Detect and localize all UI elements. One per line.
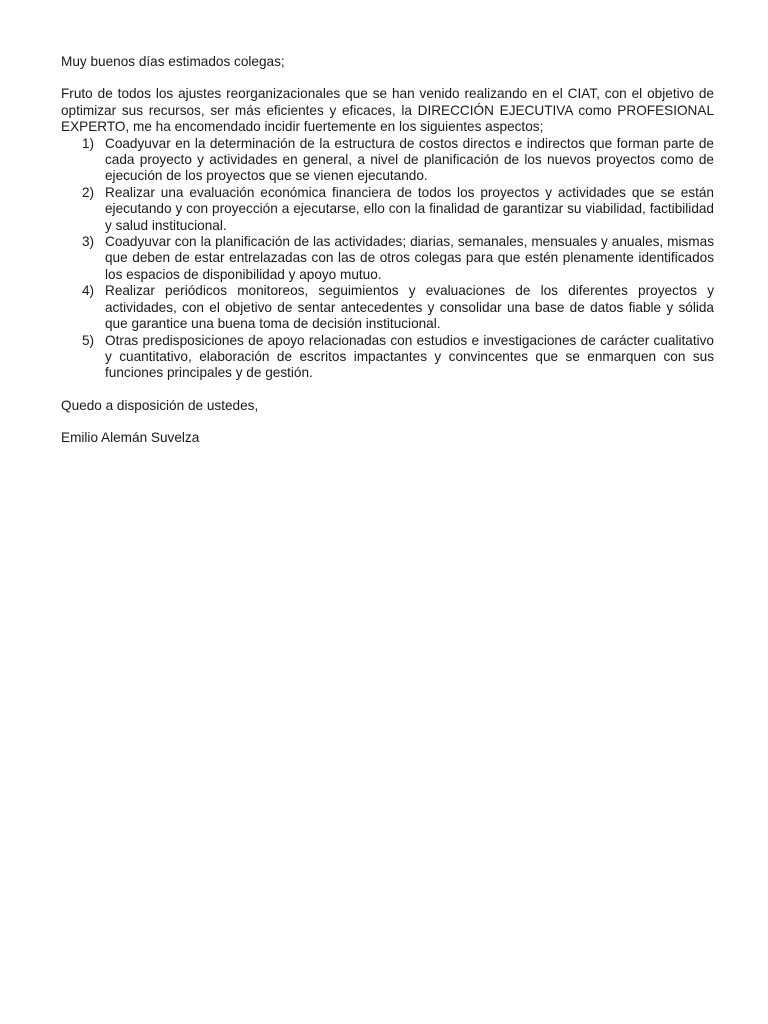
list-item-number: 1) bbox=[82, 135, 95, 151]
list-item bbox=[61, 136, 714, 185]
list-item-number: 3) bbox=[82, 234, 95, 250]
list-item-text: Coadyuvar en la determinación de la estructura de costos directos e indirectos que forman parte de cada proyecto y actividades en general, a nivel de planificación de los nuevos proyectos como de ejecución de los proyectos que se vienen ejecutando. bbox=[105, 135, 714, 184]
list-item-number: 2) bbox=[82, 184, 95, 200]
list-item-number: 5) bbox=[82, 332, 95, 348]
list-item-number: 4) bbox=[82, 283, 95, 299]
list-item bbox=[61, 234, 714, 283]
list-item bbox=[61, 185, 714, 234]
list-item bbox=[61, 283, 714, 332]
letter-body bbox=[61, 54, 714, 447]
intro-paragraph: Fruto de todos los ajustes reorganizacionales que se han venido realizando en el CIAT, con el objetivo de optimizar sus recursos, ser más eficientes y eficaces, la DIRECCIÓN EJECUTIVA como PROFESIONAL EXPERTO, me ha encomendado incidir fuertemente en los siguientes aspectos; bbox=[61, 86, 714, 135]
closing-line: Quedo a disposición de ustedes, bbox=[61, 397, 259, 413]
aspects-list bbox=[61, 136, 714, 382]
signature: Emilio Alemán Suvelza bbox=[61, 430, 200, 446]
list-item-text: Coadyuvar con la planificación de las actividades; diarias, semanales, mensuales y anuales, mismas que deben de estar entrelazadas con las de otros colegas para que estén plenamente identificados los espacios de disponibilidad y apoyo mutuo. bbox=[105, 234, 714, 282]
greeting: Muy buenos días estimados colegas; bbox=[61, 54, 285, 69]
list-item bbox=[61, 333, 714, 382]
list-item-text: Otras predisposiciones de apoyo relacionadas con estudios e investigaciones de carácter cualitativo y cuantitativo, elaboración de escritos impactantes y convincentes que se enmarquen con sus funciones principales y de gestión. bbox=[105, 332, 714, 381]
list-item-text: Realizar periódicos monitoreos, seguimientos y evaluaciones de los diferentes proyectos y actividades, con el objetivo de sentar antecedentes y consolidar una base de datos fiable y sólida que garantice una buena toma de decisión institucional. bbox=[105, 283, 714, 332]
list-item-text: Realizar una evaluación económica financiera de todos los proyectos y actividades que se están ejecutando y con proyección a ejecutarse, ello con la finalidad de garantizar su viabilidad, factibilidad y salud institucional. bbox=[105, 184, 714, 233]
